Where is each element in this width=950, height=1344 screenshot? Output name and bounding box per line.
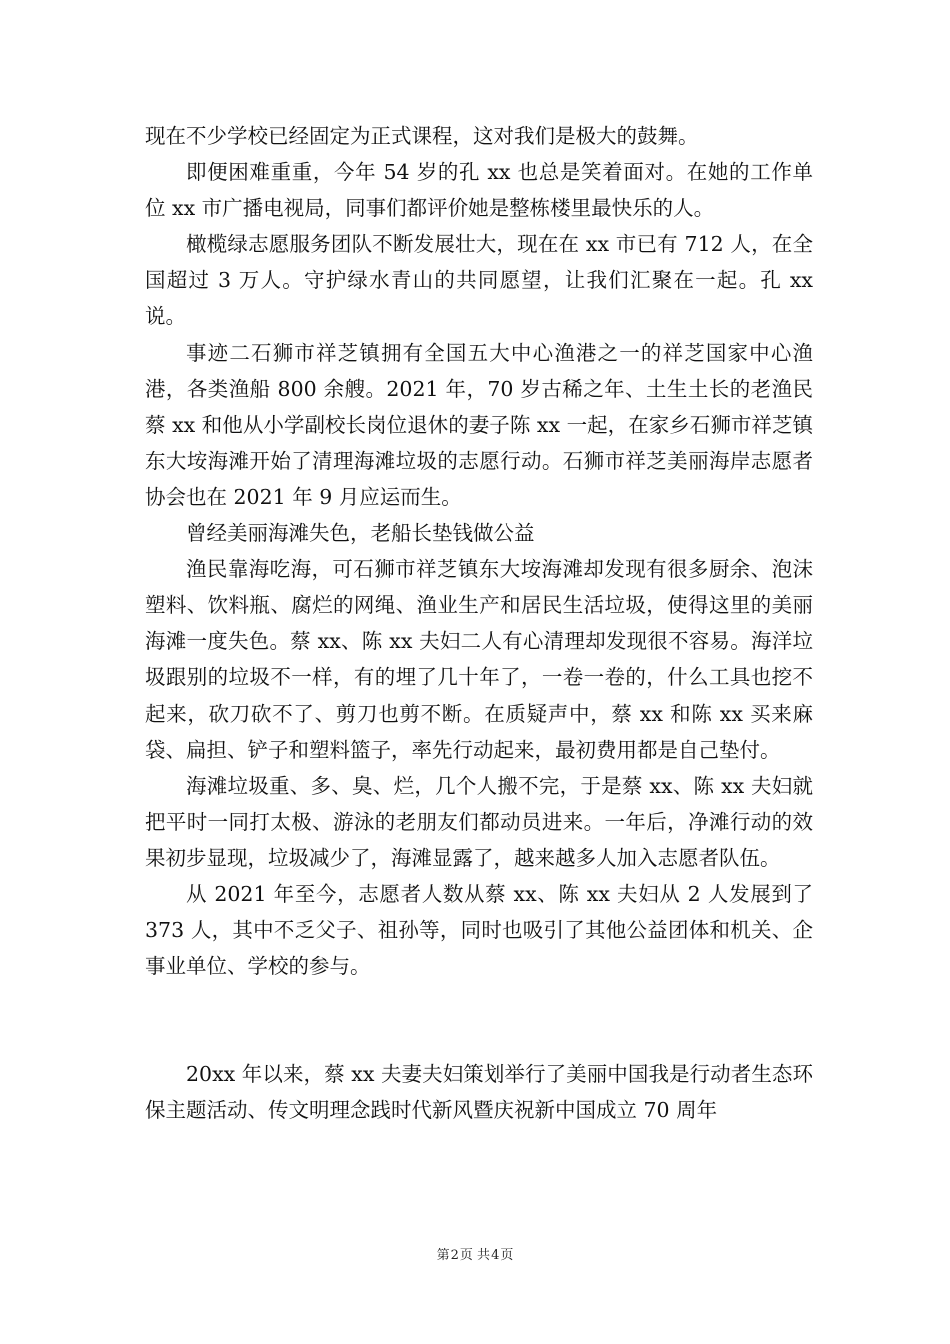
paragraph: 海滩垃圾重、多、臭、烂，几个人搬不完，于是蔡 xx、陈 xx 夫妇就把平时一同打太极、游泳的老朋友们都动员进来。一年后，净滩行动的效果初步显现，垃圾减少了，海滩显露了，越来越多人加入志愿者队伍。 (145, 773, 813, 870)
paragraph: 从 2021 年至今，志愿者人数从蔡 xx、陈 xx 夫妇从 2 人发展到了 373 人，其中不乏父子、祖孙等，同时也吸引了其他公益团体和机关、企事业单位、学校的参与。 (145, 881, 813, 979)
paragraph: 即便困难重重，今年 54 岁的孔 xx 也总是笑着面对。在她的工作单位 xx 市广播电视局，同事们都评价她是整栋楼里最快乐的人。 (145, 160, 813, 221)
document-body (145, 118, 813, 1128)
footer-prefix: 第 (436, 1248, 450, 1263)
paragraph: 橄榄绿志愿服务团队不断发展壮大，现在在 xx 市已有 712 人，在全国超过 3 万人。守护绿水青山的共同愿望，让我们汇聚在一起。孔 xx 说。 (145, 232, 813, 329)
paragraph: 现在不少学校已经固定为正式课程，这对我们是极大的鼓舞。 (145, 124, 699, 148)
footer-middle: 页 共 (459, 1248, 491, 1263)
total-page-count: 4 (491, 1248, 500, 1263)
paragraph: 事迹二石狮市祥芝镇拥有全国五大中心渔港之一的祥芝国家中心渔港，各类渔船 800 余艘。2021 年，70 岁古稀之年、土生土长的老渔民蔡 xx 和他从小学副校长岗位退休的妻子陈 xx 一起，在家乡石狮市祥芝镇东大垵海滩开始了清理海滩垃圾的志愿行动。石狮市祥芝美丽海岸志愿者协会也在 2021 年 9 月应运而生。 (145, 340, 813, 509)
section-heading: 曾经美丽海滩失色，老船长垫钱做公益 (186, 521, 535, 546)
paragraph: 渔民靠海吃海，可石狮市祥芝镇东大垵海滩却发现有很多厨余、泡沫塑料、饮料瓶、腐烂的网绳、渔业生产和居民生活垃圾，使得这里的美丽海滩一度失色。蔡 xx、陈 xx 夫妇二人有心清理却发现很不容易。海洋垃圾跟别的垃圾不一样，有的埋了几十年了，一卷一卷的，什么工具也挖不起来，砍刀砍不了、剪刀也剪不断。在质疑声中，蔡 xx 和陈 xx 买来麻袋、扁担、铲子和塑料篮子，率先行动起来，最初费用都是自己垫付。 (145, 557, 813, 762)
page-footer (0, 1247, 950, 1265)
current-page-number: 2 (450, 1248, 459, 1263)
blank-space (145, 984, 813, 1056)
paragraph: 20xx 年以来，蔡 xx 夫妻夫妇策划举行了美丽中国我是行动者生态环保主题活动、传文明理念践时代新风暨庆祝新中国成立 70 周年 (145, 1062, 813, 1123)
footer-suffix: 页 (500, 1248, 514, 1263)
